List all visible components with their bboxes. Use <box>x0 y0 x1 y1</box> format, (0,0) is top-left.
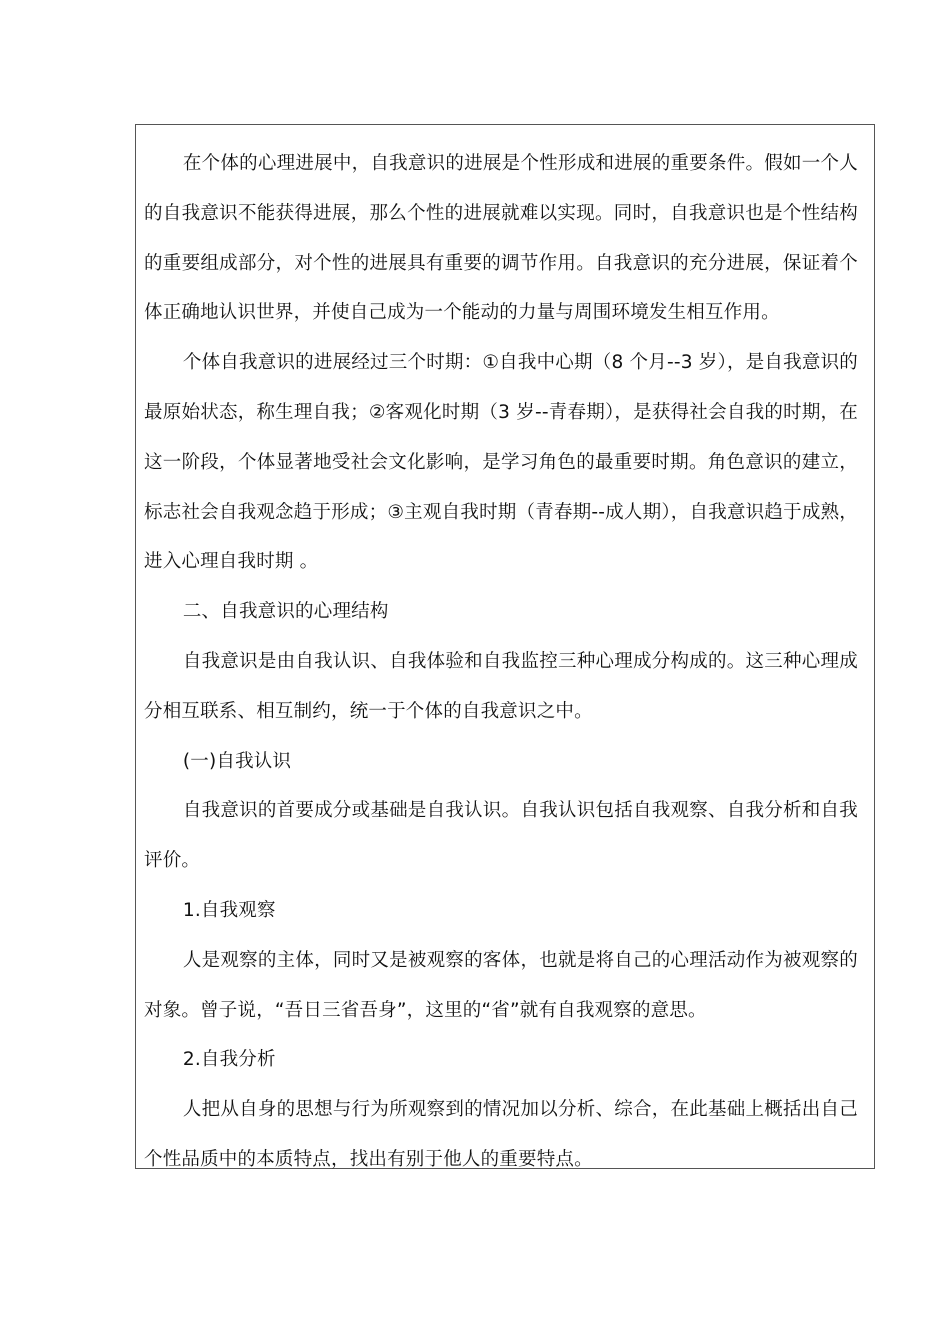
paragraph-self-observation: 人是观察的主体，同时又是被观察的客体，也就是将自己的心理活动作为被观察的对象。曾子说，“吾日三省吾身”，这里的“省”就有自我观察的意思。 <box>144 949 858 1021</box>
paragraph-self-cognition: 自我意识的首要成分或基础是自我认识。自我认识包括自我观察、自我分析和自我评价。 <box>144 800 858 872</box>
paragraph-self-consciousness-development: 在个体的心理进展中，自我意识的进展是个性形成和进展的重要条件。假如一个人的自我意识不能获得进展，那么个性的进展就难以实现。同时，自我意识也是个性结构的重要组成部分，对个性的进展具有重要的调节作用。自我意识的充分进展，保证着个体正确地认识世界，并使自己成为一个能动的力量与周围环境发生相互作用。 <box>144 153 858 324</box>
subsection-heading-self-cognition: (一)自我认识 <box>182 750 292 772</box>
paragraph-three-periods: 个体自我意识的进展经过三个时期：①自我中心期（8 个月--3 岁），是自我意识的最原始状态，称生理自我；②客观化时期（3 岁--青春期），是获得社会自我的时期，在这一阶段，个体显著地受社会文化影响，是学习角色的最重要时期。角色意识的建立，标志社会自我观念趋于形成；③主观自我时期（青春期--成人期），自我意识趋于成熟，进入心理自我时期 。 <box>144 352 858 573</box>
paragraph-three-components: 自我意识是由自我认识、自我体验和自我监控三种心理成分构成的。这三种心理成分相互联系、相互制约，统一于个体的自我意识之中。 <box>144 650 858 722</box>
item-heading-self-analysis: 2.自我分析 <box>182 1049 276 1071</box>
section-heading-psychological-structure: 二、自我意识的心理结构 <box>182 601 389 623</box>
item-heading-self-observation: 1.自我观察 <box>182 899 276 921</box>
paragraph-self-analysis: 人把从自身的思想与行为所观察到的情况加以分析、综合，在此基础上概括出自己个性品质中的本质特点，找出有别于他人的重要特点。 <box>144 1099 858 1170</box>
document-frame <box>135 124 875 1169</box>
